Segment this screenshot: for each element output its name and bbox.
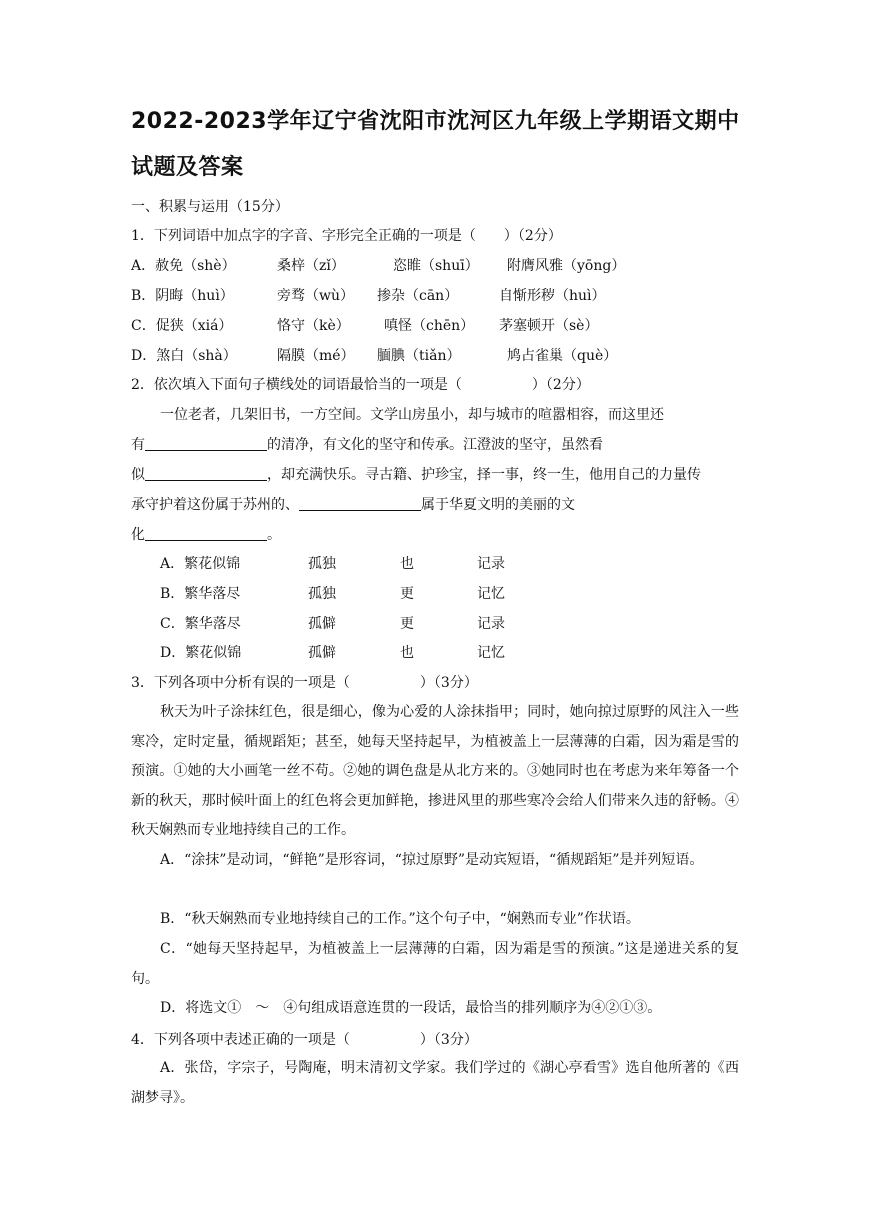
- q2-passage-line5: 化 。: [131, 527, 281, 543]
- q2-passage-line3: 似 ，却充满快乐。寻古籍、护珍宝，择一事，终一生，他用自己的力量传: [131, 467, 701, 483]
- section-heading: 一、积累与运用（15分）: [131, 199, 289, 215]
- document-title-line2: 试题及答案: [131, 155, 244, 180]
- q2-passage-line4: 承守护着这份属于苏州的、 属于华夏文明的美丽的文: [131, 497, 575, 513]
- q4-option-a: A．张岱，字宗子，号陶庵，明末清初文学家。我们学过的《湖心亭看雪》选自他所著的《西湖梦寻》。: [131, 1060, 739, 1106]
- q3-option-b: B．“秋天娴熟而专业地持续自己的工作。”这个句子中，“娴熟而专业”作状语。: [160, 911, 640, 927]
- fill-blank-3[interactable]: [299, 496, 421, 511]
- q3-stem: 3．下列各项中分析有误的一项是（ ）（3分）: [131, 675, 478, 691]
- fill-blank-1[interactable]: [145, 436, 267, 451]
- q4-stem: 4．下列各项中表述正确的一项是（ ）（3分）: [131, 1032, 478, 1048]
- q3-option-d: D．将选文① ～ ④句组成语意连贯的一段话，最恰当的排列顺序为④②①③。: [160, 1000, 662, 1016]
- fill-blank-4[interactable]: [145, 526, 267, 541]
- q2-stem: 2．依次填入下面句子横线处的词语最恰当的一项是（ ）（2分）: [131, 377, 590, 393]
- fill-blank-2[interactable]: [145, 466, 267, 481]
- q2-passage-line2: 有 的清净，有文化的坚守和传承。江澄波的坚守，虽然看: [131, 437, 603, 453]
- q3-option-c: C．“她每天坚持起早，为植被盖上一层薄薄的白霜，因为霜是雪的预演。”这是递进关系的复句。: [131, 941, 739, 987]
- document-title-line1: 2022-2023学年辽宁省沈阳市沈河区九年级上学期语文期中: [131, 109, 740, 134]
- q2-passage-line1: 一位老者，几架旧书，一方空间。文学山房虽小，却与城市的喧嚣相容，而这里还: [160, 407, 664, 423]
- q1-stem: 1．下列词语中加点字的字音、字形完全正确的一项是（ ）（2分）: [131, 228, 562, 244]
- q3-passage: 秋天为叶子涂抹红色，很是细心，像为心爱的人涂抹指甲；同时，她向掠过原野的风注入一些寒冷，定时定量，循规蹈矩；甚至，她每天坚持起早，为植被盖上一层薄薄的白霜，因为霜是雪的预演。①她的大小画笔一丝不苟。②她的调色盘是从北方来的。③她同时也在考虑为来年筹备一个新的秋天，那时候叶面上的红色将会更加鲜艳，掺进风里的那些寒冷会给人们带来久违的舒畅。④秋天娴熟而专业地持续自己的工作。: [131, 704, 739, 839]
- q3-option-a: A．“涂抹”是动词，“鲜艳”是形容词，“掠过原野”是动宾短语，“循规蹈矩”是并列短语。: [160, 852, 704, 868]
- document-page: 2022-2023学年辽宁省沈阳市沈河区九年级上学期语文期中 试题及答案 一、积累与运用（15分） 1．下列词语中加点字的字音、字形完全正确的一项是（ ）（2分） A．赦免（shè） 桑梓（zǐ） 恣睢（shuī） 附膺风雅（yōng） B．阴晦（huì） 旁骛（wù） 掺杂（cān） 自惭形秽（huì） C．促狭（xiá） 恪守（kè） 嗔怪（chēn） 茅塞顿开（sè） D．煞白（shà） 隔膜（mé） 腼腆（tiǎn） 鸠占雀巢（què） 2．依次填入下面句子横线处的词语最恰当的一项是（ ）（2分） 一位老者，几架旧书，一方空间。文学山房虽小，却与城市的喧嚣相容，而这里还 有 的清净，有文化的坚守和传承。江澄波的坚守，虽然看 似 ，却充满快乐。寻古籍、护珍宝，择一事，终一生，他用自己的力量传 承守护着这份属于苏州的、 属于华夏文明的美丽的文 化 。 A．繁花似锦 孤独 也 记录 B．繁华落尽 孤独 更 记忆 C．繁华落尽 孤僻 更 记录 D．繁花似锦 孤僻 也 记忆 3．下列各项中分析有误的一项是（ ）（3分） 秋天为叶子涂抹红色，很是细心，像为心爱的人涂抹指甲；同时，她向掠过原野的风注入一些寒冷，定时定量，循规蹈矩；甚至，她每天坚持起早，为植被盖上一层薄薄的白霜，因为霜是雪的预演。①她的大小画笔一丝不苟。②她的调色盘是从北方来的。③她同时也在考虑为来年筹备一个新的秋天，那时候叶面上的红色将会更加鲜艳，掺进风里的那些寒冷会给人们带来久违的舒畅。④秋天娴熟而专业地持续自己的工作。 A．“涂抹”是动词，“鲜艳”是形容词，“掠过原野”是动宾短语，“循规蹈矩”是并列短语。 B．“秋天娴熟而专业地持续自己的工作。”这个句子中，“娴熟而专业”作状语。 C．“她每天坚持起早，为植被盖上一层薄薄的白霜，因为霜是雪的预演。”这是递进关系的复句。 D．将选文① ～ ④句组成语意连贯的一段话，最恰当的排列顺序为④②①③。 4．下列各项中表述正确的一项是（ ）（3分） A．张岱，字宗子，号陶庵，明末清初文学家。我们学过的《湖心亭看雪》选自他所著的《西湖梦寻》。: [0, 0, 869, 1228]
